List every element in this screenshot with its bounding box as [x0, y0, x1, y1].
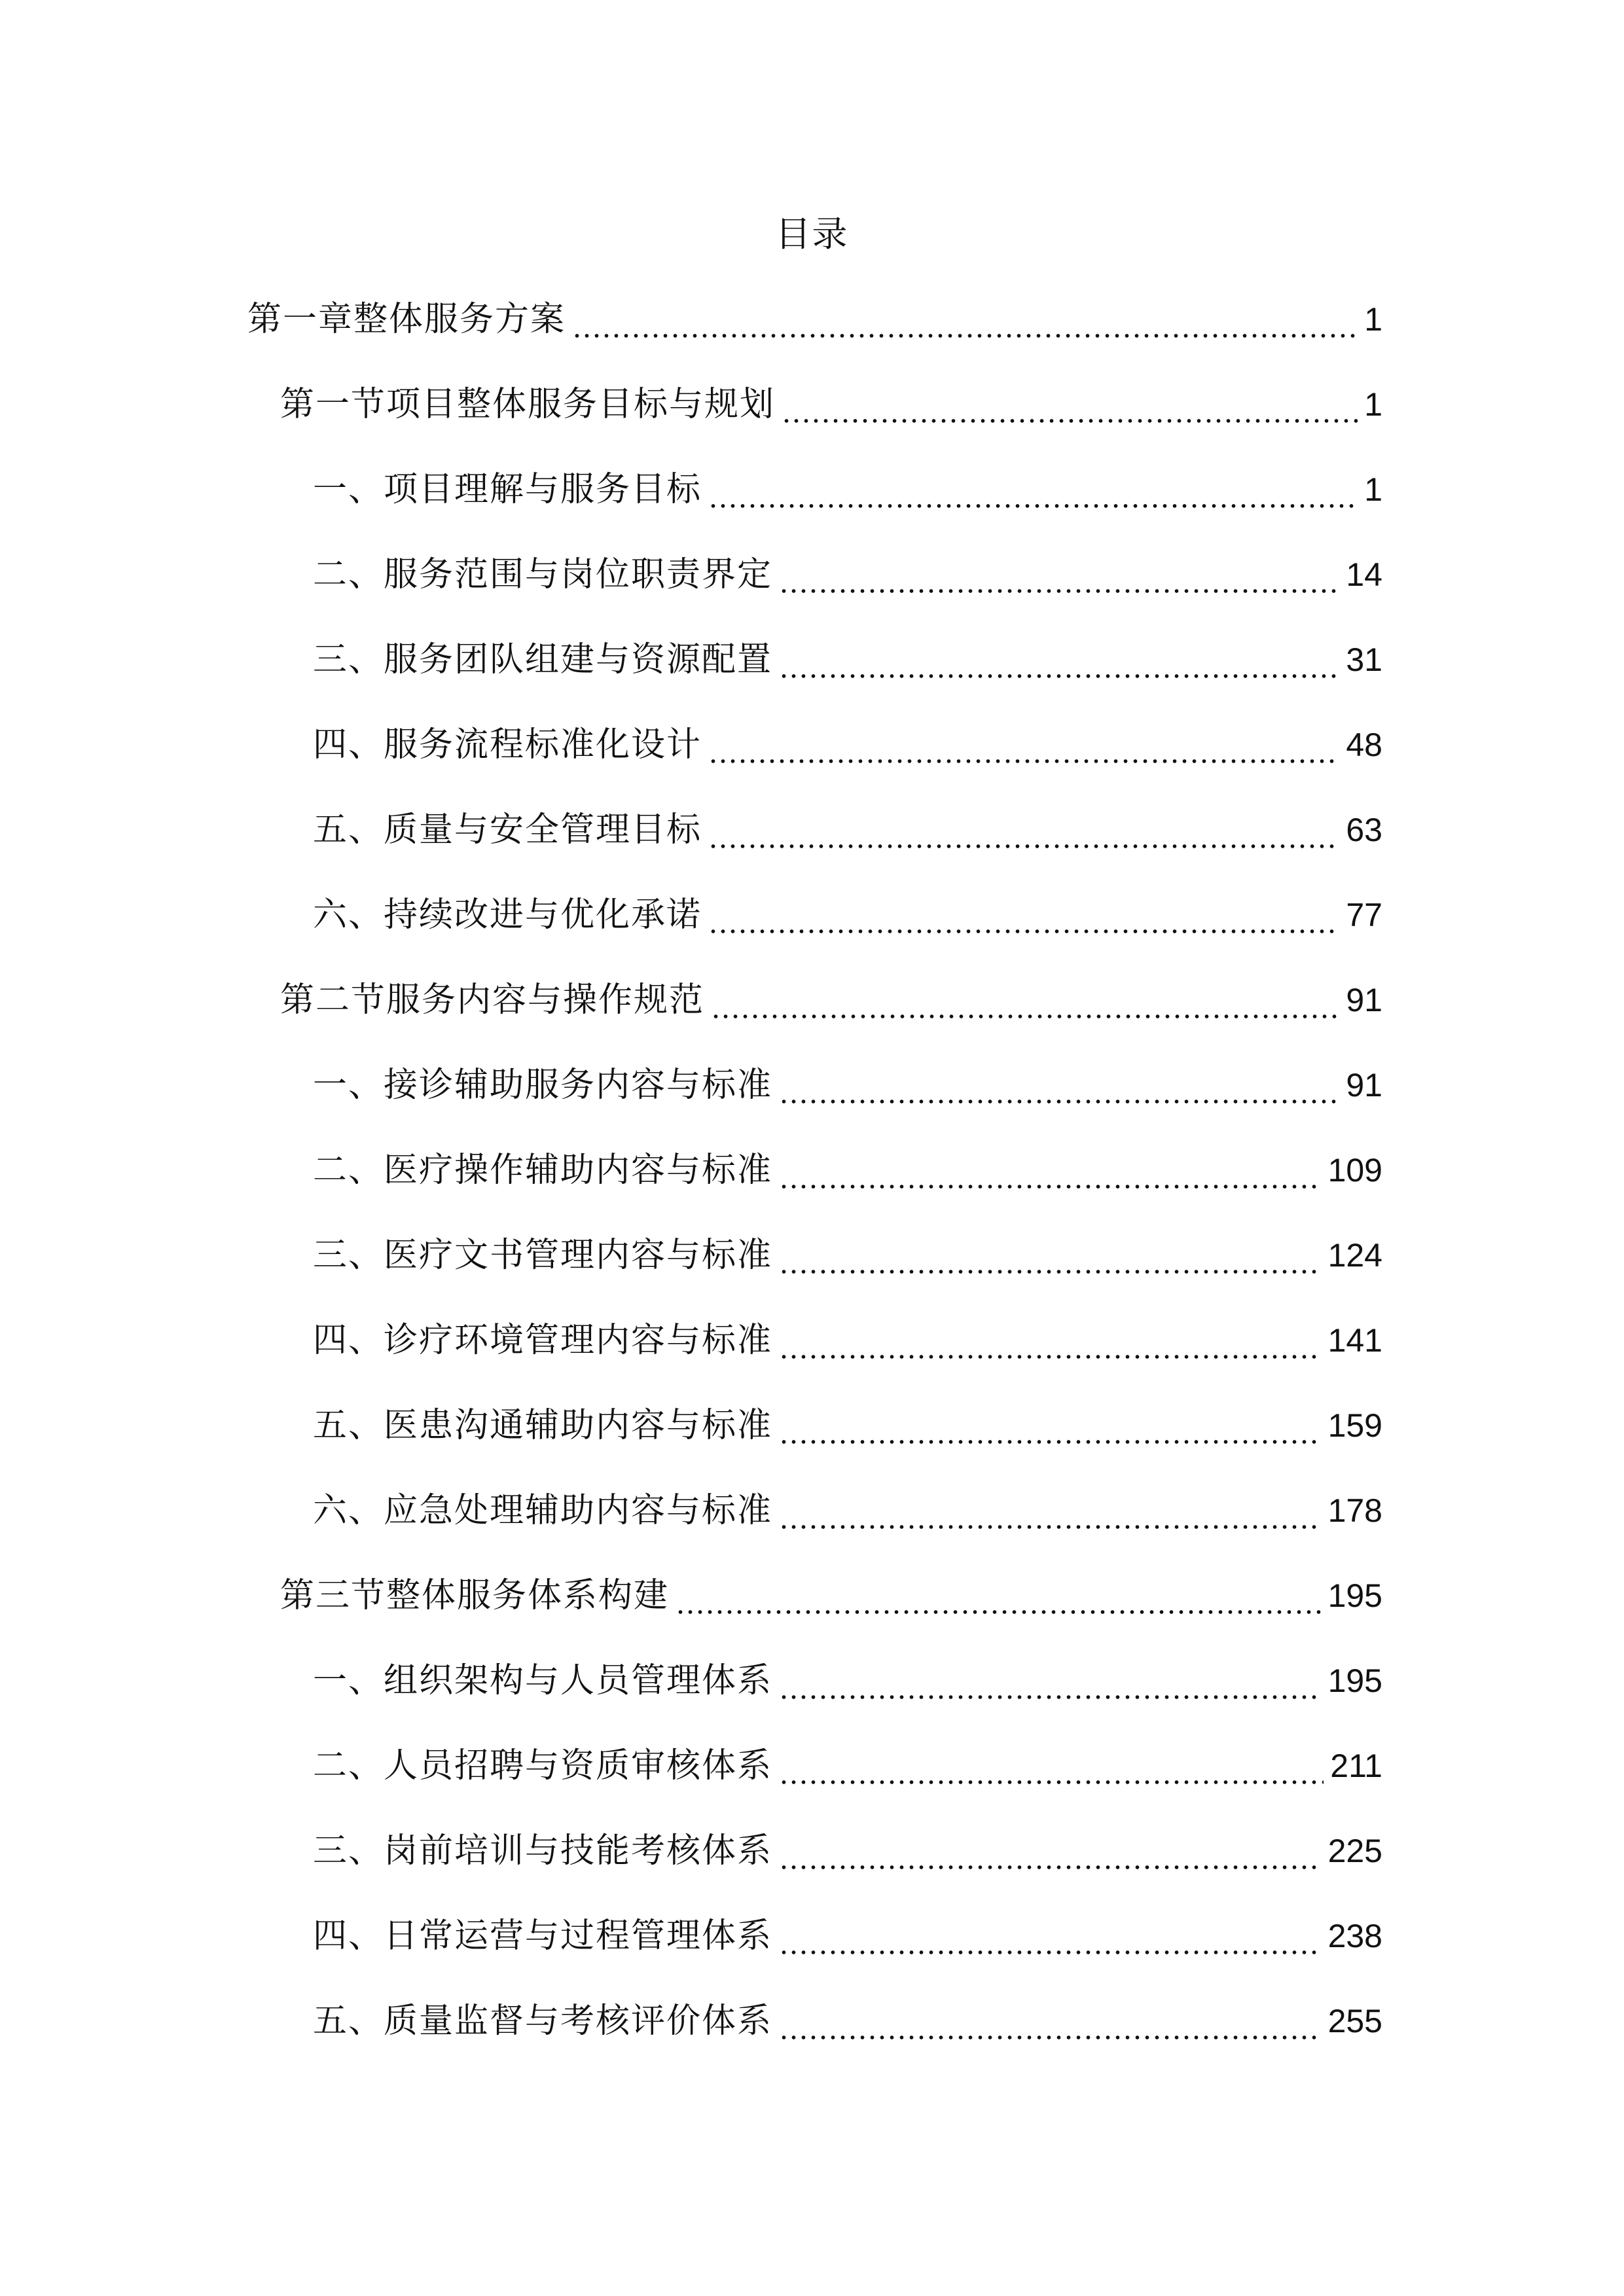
toc-entry[interactable] — [313, 1910, 1382, 1962]
toc-entry[interactable] — [313, 1144, 1382, 1196]
dot-leader — [708, 463, 1358, 516]
toc-entry-page: 124 — [1327, 1237, 1382, 1274]
dot-leader — [779, 1059, 1339, 1111]
toc-entry-page: 195 — [1327, 1662, 1382, 1699]
toc-entry-page: 63 — [1346, 812, 1382, 848]
dot-leader — [779, 1144, 1322, 1196]
toc-title: 目录 — [775, 213, 849, 255]
toc-entry-page: 1 — [1364, 471, 1382, 508]
toc-entry-label: 第一章整体服务方案 — [247, 300, 566, 339]
toc-entry-page: 1 — [1364, 301, 1382, 338]
toc-entry-page: 48 — [1346, 726, 1382, 763]
toc-entry-page: 91 — [1346, 1067, 1382, 1103]
toc-entry[interactable] — [313, 889, 1382, 941]
dot-leader — [779, 1229, 1322, 1282]
toc-entry-label: 五、医患沟通辅助内容与标准 — [313, 1406, 773, 1445]
toc-entry[interactable] — [313, 1740, 1382, 1792]
dot-leader — [779, 1995, 1322, 2047]
toc-entry[interactable] — [313, 1059, 1382, 1111]
toc-entry-page: 211 — [1330, 1748, 1382, 1784]
toc-entry-label: 第二节服务内容与操作规范 — [280, 980, 705, 1020]
dot-leader — [779, 1399, 1322, 1452]
toc-entry-label: 三、岗前培训与技能考核体系 — [313, 1831, 773, 1871]
toc-entry[interactable] — [313, 634, 1382, 686]
toc-entry-label: 二、医疗操作辅助内容与标准 — [313, 1151, 773, 1190]
toc-entry-label: 五、质量与安全管理目标 — [313, 810, 702, 850]
toc-entry[interactable] — [247, 293, 1382, 346]
toc-entry-label: 四、日常运营与过程管理体系 — [313, 1916, 773, 1956]
toc-entry-page: 159 — [1327, 1407, 1382, 1444]
dot-leader — [711, 974, 1339, 1026]
toc-entry[interactable] — [280, 974, 1382, 1026]
dot-leader — [708, 889, 1339, 941]
toc-entry-label: 二、服务范围与岗位职责界定 — [313, 555, 773, 594]
toc-entry-label: 五、质量监督与考核评价体系 — [313, 2001, 773, 2041]
toc-entry-label: 一、组织架构与人员管理体系 — [313, 1661, 773, 1700]
dot-leader — [572, 293, 1358, 346]
toc-entry-label: 六、持续改进与优化承诺 — [313, 895, 702, 935]
toc-entry[interactable] — [313, 1995, 1382, 2047]
toc-entry-page: 31 — [1346, 641, 1382, 678]
dot-leader — [782, 378, 1358, 431]
toc-entry[interactable] — [280, 378, 1382, 431]
toc-entry-page: 238 — [1327, 1918, 1382, 1954]
toc-entry[interactable] — [313, 1229, 1382, 1282]
dot-leader — [708, 719, 1339, 771]
toc-entry[interactable] — [313, 1484, 1382, 1537]
toc-entry[interactable] — [313, 1314, 1382, 1367]
toc-entry-page: 195 — [1327, 1577, 1382, 1614]
toc-entry-page: 14 — [1346, 556, 1382, 593]
dot-leader — [779, 548, 1339, 601]
toc-entry-label: 六、应急处理辅助内容与标准 — [313, 1491, 773, 1530]
dot-leader — [779, 1314, 1322, 1367]
dot-leader — [779, 1655, 1322, 1707]
toc-entry-label: 第一节项目整体服务目标与规划 — [280, 385, 776, 424]
toc-entry-label: 一、接诊辅助服务内容与标准 — [313, 1066, 773, 1105]
toc-entry-page: 178 — [1327, 1492, 1382, 1529]
dot-leader — [708, 804, 1339, 856]
dot-leader — [779, 1825, 1322, 1877]
toc-entry[interactable] — [313, 463, 1382, 516]
toc-entry-label: 四、服务流程标准化设计 — [313, 725, 702, 764]
toc-entry-page: 255 — [1327, 2003, 1382, 2039]
toc-entry[interactable] — [280, 1570, 1382, 1622]
toc-entry[interactable] — [313, 719, 1382, 771]
dot-leader — [676, 1570, 1322, 1622]
toc-entry-label: 一、项目理解与服务目标 — [313, 470, 702, 509]
toc-entry-label: 四、诊疗环境管理内容与标准 — [313, 1321, 773, 1360]
toc-entry-page: 109 — [1327, 1152, 1382, 1189]
toc-entry[interactable] — [313, 1399, 1382, 1452]
toc-entry-label: 三、服务团队组建与资源配置 — [313, 640, 773, 679]
toc-entry[interactable] — [313, 548, 1382, 601]
toc-entry-page: 77 — [1346, 897, 1382, 933]
toc-entry[interactable] — [313, 1655, 1382, 1707]
toc-entry-page: 1 — [1364, 386, 1382, 423]
toc-entry-page: 141 — [1327, 1322, 1382, 1359]
toc-entry-label: 第三节整体服务体系构建 — [280, 1576, 670, 1615]
dot-leader — [779, 1484, 1322, 1537]
dot-leader — [779, 1910, 1322, 1962]
toc-entry[interactable] — [313, 1825, 1382, 1877]
toc-entry[interactable] — [313, 804, 1382, 856]
toc-entry-page: 91 — [1346, 982, 1382, 1018]
dot-leader — [779, 1740, 1324, 1792]
toc-entry-label: 二、人员招聘与资质审核体系 — [313, 1746, 773, 1785]
toc-entry-page: 225 — [1327, 1833, 1382, 1869]
toc-entry-label: 三、医疗文书管理内容与标准 — [313, 1236, 773, 1275]
dot-leader — [779, 634, 1339, 686]
